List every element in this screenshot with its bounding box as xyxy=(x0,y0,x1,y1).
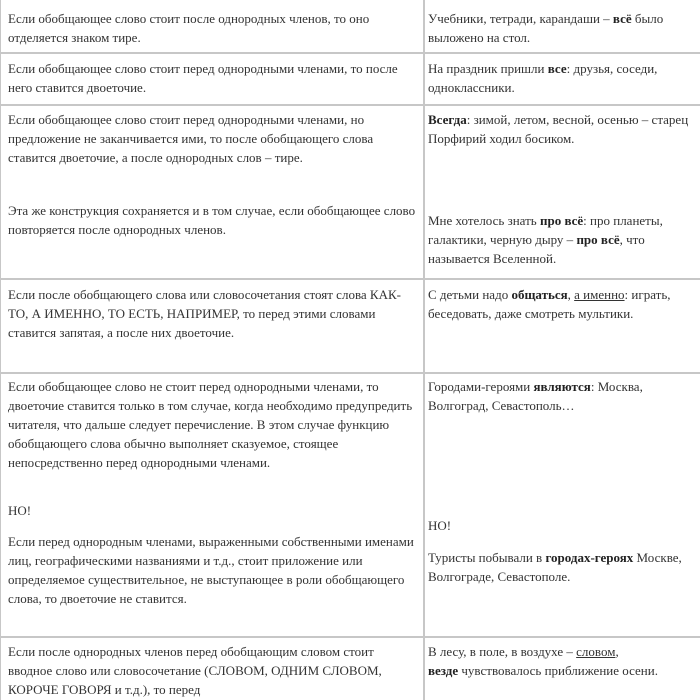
table-row-2 xyxy=(0,54,700,104)
generalizing-word: про всё xyxy=(539,213,584,228)
rule-text: Если обобщающее слово стоит перед однородными членами, но предложение не заканчивается ими, то после обобщающего слова ставится двоеточие, а после однородных слов – тире. xyxy=(8,112,374,165)
rule-text: Если обобщающее слово стоит перед однородными членами, то после него ставится двоеточие. xyxy=(8,61,398,95)
rule-text: Если после однородных членов перед обобщающим словом стоит вводное слово или словосочетание (СЛОВОМ, ОДНИМ СЛОВОМ, КОРОЧЕ ГОВОРЯ и т.д.), то перед xyxy=(8,644,382,697)
rule-text: Если после обобщающего слова или словосочетания стоят слова КАК-ТО, А ИМЕННО, ТО ЕСТЬ, НАПРИМЕР, то перед этими словами ставится запятая, а после них двоеточие. xyxy=(8,287,401,340)
introductory-phrase: словом xyxy=(576,644,616,659)
example-text: С детьми надо общаться, а именно: играть, беседовать, даже смотреть мультики. xyxy=(428,287,671,321)
generalizing-word: везде xyxy=(428,663,459,678)
generalizing-word: все xyxy=(547,61,567,76)
rule-text: Если перед однородным членами, выраженными собственными именами лиц, географическими названиями и т.д., стоит приложение или определяемое существительное, не выступающее в роли обобщающего слова, то двоеточие не ставится. xyxy=(8,534,414,606)
rule-cell-2 xyxy=(0,54,425,104)
example-cell-3 xyxy=(425,106,700,278)
generalizing-word: всё xyxy=(612,11,632,26)
but-note: НО! xyxy=(8,503,32,518)
rule-cell-6 xyxy=(0,638,425,700)
generalizing-word: про всё xyxy=(576,232,620,247)
example-cell-6 xyxy=(425,638,700,700)
rule-text: Эта же конструкция сохраняется и в том случае, если обобщающее слово повторяется после однородных членов. xyxy=(8,203,416,237)
rule-cell-4 xyxy=(0,280,425,372)
generalizing-word: общаться xyxy=(511,287,568,302)
rule-text: Если обобщающее слово не стоит перед однородными членами, то двоеточие ставится только в том случае, когда необходимо предупредить читателя, что дальше следует перечисление. В этом случае функцию обобщающего слова обычно выполняет сказуемое, стоящее непосредственно перед однородными членами. xyxy=(8,379,413,470)
generalizing-word: являются xyxy=(533,379,591,394)
example-text: На праздник пришли все: друзья, соседи, одноклассники. xyxy=(428,61,658,95)
introductory-phrase: а именно xyxy=(574,287,625,302)
but-note: НО! xyxy=(428,518,452,533)
example-text: Всегда: зимой, летом, весной, осенью – старец Порфирий ходил босиком. xyxy=(428,112,689,146)
table-row-4 xyxy=(0,280,700,372)
example-cell-4 xyxy=(425,280,700,372)
example-text: Учебники, тетради, карандаши – всё было выложено на стол. xyxy=(428,11,664,45)
table-row-3 xyxy=(0,106,700,278)
example-text: Городами-героями являются: Москва, Волгоград, Севастополь… xyxy=(428,379,643,413)
table-row-5 xyxy=(0,374,700,636)
example-cell-2 xyxy=(425,54,700,104)
highlighted-phrase: городах-героях xyxy=(545,550,634,565)
rule-cell-3 xyxy=(0,106,425,278)
rule-cell-5 xyxy=(0,374,425,636)
example-text: Туристы побывали в городах-героях Москве, Волгограде, Севастополе. xyxy=(428,550,682,584)
example-cell-1 xyxy=(425,0,700,52)
generalizing-word: Всегда xyxy=(428,112,467,127)
rule-text: Если обобщающее слово стоит после однородных членов, то оно отделяется знаком тире. xyxy=(8,11,370,45)
example-text: Мне хотелось знать про всё: про планеты, галактики, черную дыру – про всё, что называется Вселенной. xyxy=(428,213,663,266)
rule-cell-1 xyxy=(0,0,425,52)
example-cell-5 xyxy=(425,374,700,636)
table-row-1 xyxy=(0,0,700,52)
table-row-6 xyxy=(0,638,700,700)
example-text: В лесу, в поле, в воздухе – словом, везде чувствовалось приближение осени. xyxy=(428,644,658,678)
